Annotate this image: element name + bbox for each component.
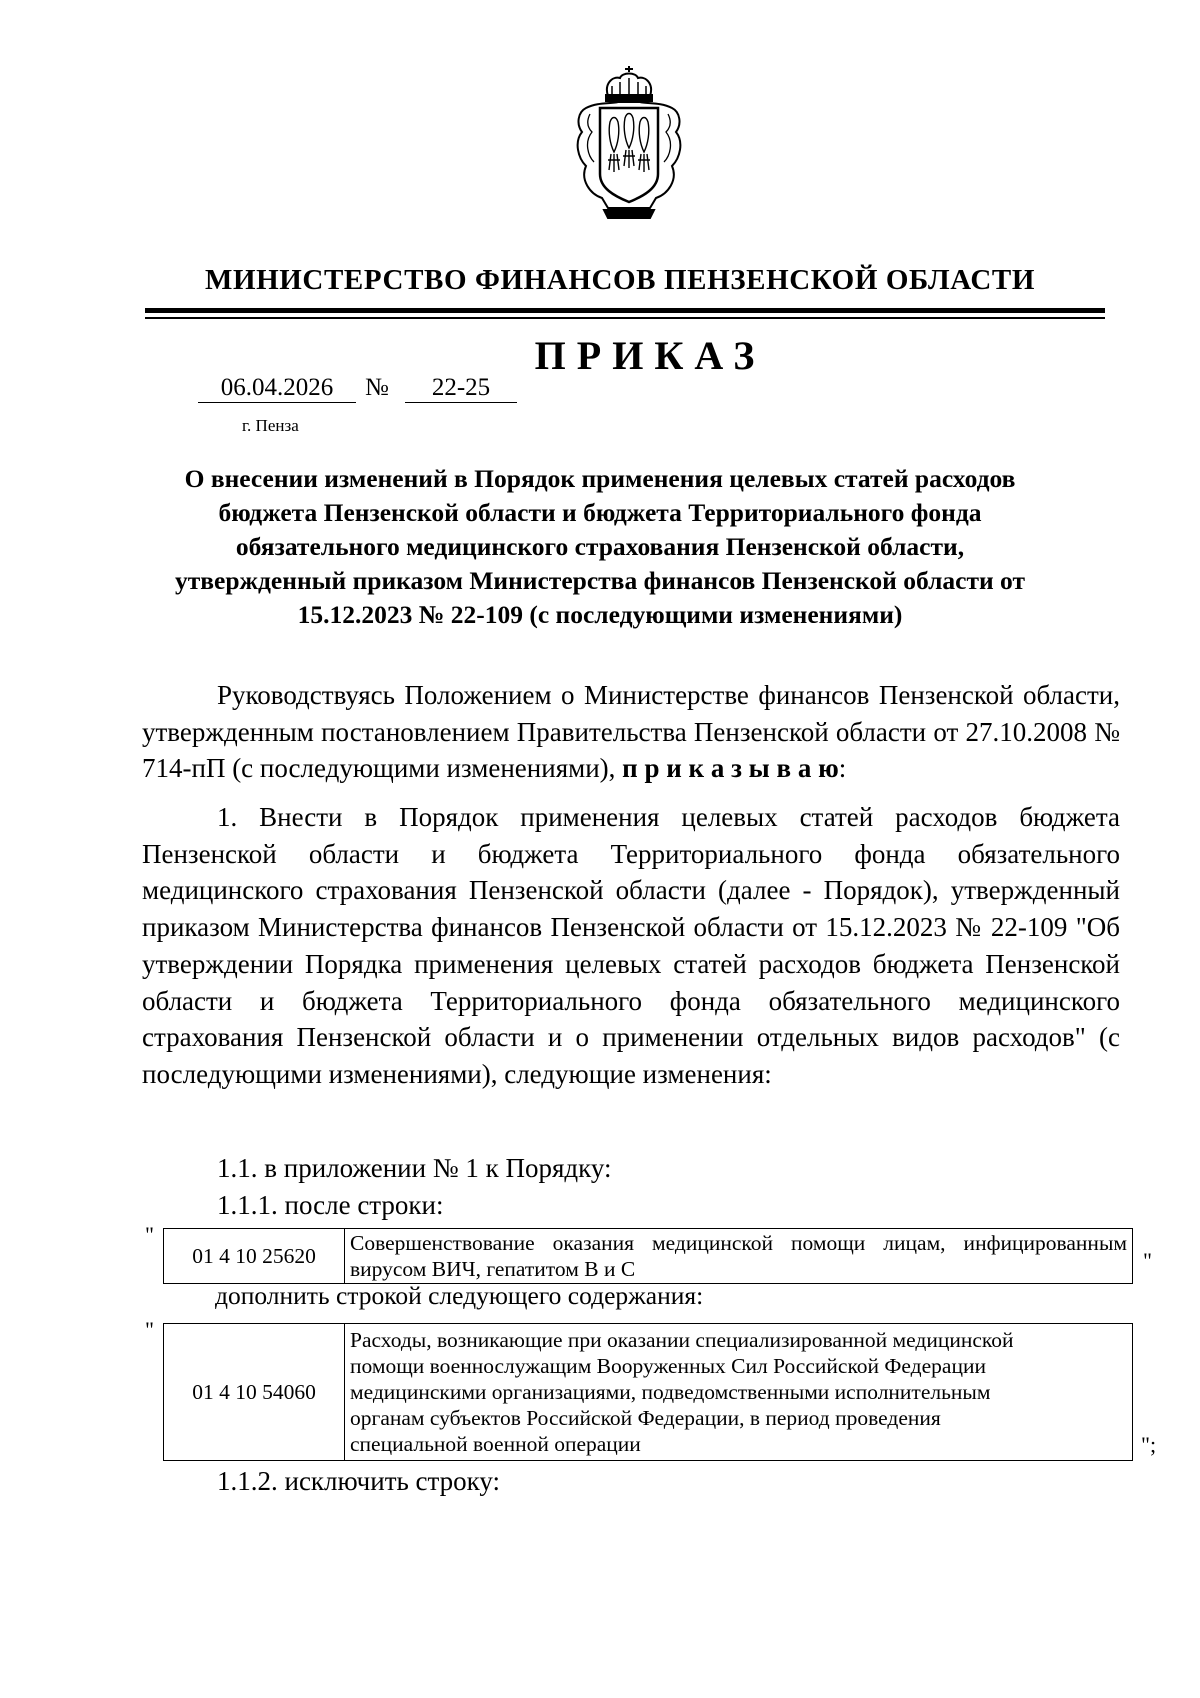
heading-line: 15.12.2023 № 22-109 (с последующими изменениями) — [297, 600, 903, 629]
order-number: 22-25 — [405, 374, 517, 403]
preamble-paragraph — [142, 677, 1120, 787]
target-article-description: Совершенствование оказания медицинской помощи лицам, инфицированным вирусом ВИЧ, гепатитом В и С — [345, 1229, 1133, 1284]
coat-of-arms-emblem — [568, 62, 690, 222]
table-row — [164, 1229, 1133, 1284]
number-sign: № — [365, 374, 389, 401]
target-article-code: 01 4 10 25620 — [164, 1229, 345, 1284]
header-rule-thick — [145, 308, 1105, 313]
target-article-code: 01 4 10 54060 — [164, 1324, 345, 1461]
heading-line: бюджета Пензенской области и бюджета Территориального фонда — [218, 498, 982, 527]
preamble-colon: : — [838, 753, 847, 784]
quote-open: " — [145, 1222, 154, 1247]
add-row-instruction: дополнить строкой следующего содержания: — [215, 1281, 704, 1310]
item-1-1: 1.1. в приложении № 1 к Порядку: — [217, 1153, 612, 1183]
description-line: Расходы, возникающие при оказании специализированной медицинской — [350, 1328, 1014, 1352]
heading-line: утвержденный приказом Министерства финансов Пензенской области от — [175, 566, 1025, 595]
order-verb: п р и к а з ы в а ю — [622, 753, 839, 784]
description-line: органам субъектов Российской Федерации, в период проведения — [350, 1406, 941, 1430]
table-row — [164, 1324, 1133, 1461]
header-rule-thin — [145, 317, 1105, 319]
item-1-1-1: 1.1.1. после строки: — [217, 1190, 444, 1220]
description-line: специальной военной операции — [350, 1432, 641, 1456]
description-line: помощи военнослужащим Вооруженных Сил Российской Федерации — [350, 1354, 986, 1378]
ministry-name: МИНИСТЕРСТВО ФИНАНСОВ ПЕНЗЕНСКОЙ ОБЛАСТИ — [204, 264, 1036, 296]
preamble-text: Руководствуясь Положением о Министерстве финансов Пензенской области, утвержденным постановлением Правительства Пензенской области от 27.10.2008 № 714-пП (с последующими изменениями), — [142, 680, 1120, 784]
quote-open: " — [145, 1317, 154, 1342]
document-type: ПРИКАЗ — [534, 333, 766, 378]
quote-close-semicolon: "; — [1141, 1432, 1157, 1457]
item-1-1-2: 1.1.2. исключить строку: — [217, 1466, 501, 1496]
item-1-paragraph: 1. Внести в Порядок применения целевых статей расходов бюджета Пензенской области и бюджета Территориального фонда обязательного медицинского страхования Пензенской области (далее - Порядок), утвержденный приказом Министерства финансов Пензенской области от 15.12.2023 № 22-109 "Об утверждении Порядка применения целевых статей расходов бюджета Пензенской области и бюджета Территориального фонда обязательного медицинского страхования Пензенской области и о применении отдельных видов расходов" (с последующими изменениями), следующие изменения: — [142, 802, 1120, 1089]
heading-line: О внесении изменений в Порядок применения целевых статей расходов — [184, 464, 1016, 493]
description-line: медицинскими организациями, подведомственными исполнительным — [350, 1380, 991, 1404]
city: г. Пенза — [242, 416, 299, 435]
target-article-description — [345, 1324, 1133, 1461]
existing-row-table — [163, 1228, 1133, 1284]
order-date: 06.04.2026 — [198, 374, 356, 403]
quote-close: " — [1143, 1248, 1152, 1273]
order-heading — [130, 462, 1070, 632]
heading-line: обязательного медицинского страхования Пензенской области, — [235, 532, 965, 561]
new-row-table — [163, 1323, 1133, 1461]
